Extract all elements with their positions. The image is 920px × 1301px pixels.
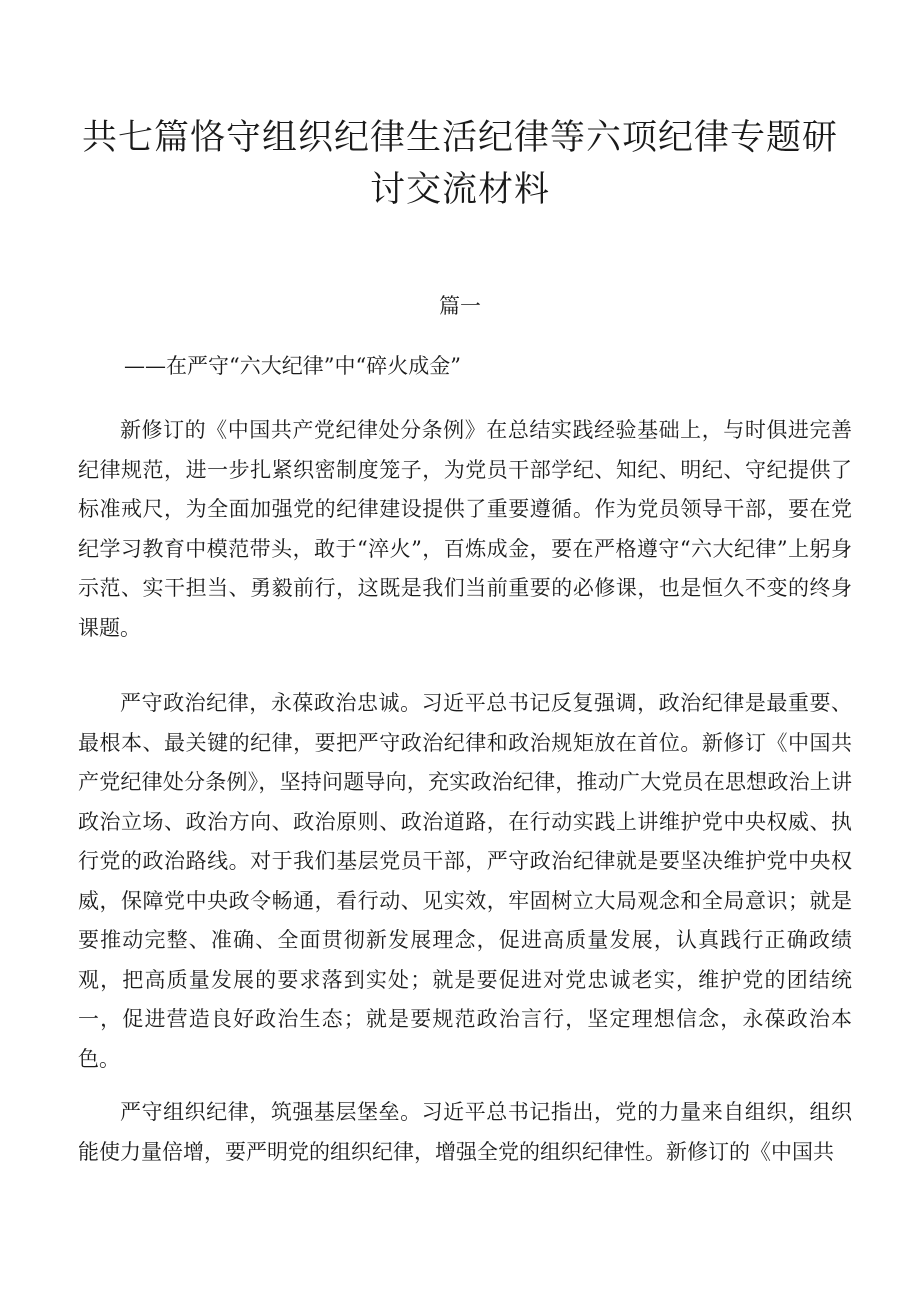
paragraph-organizational-discipline: 严守组织纪律，筑强基层堡垒。习近平总书记指出，党的力量来自组织，组织能使力量倍增，要严明党的组织纪律，增强全党的组织纪律性。新修订的《中国共 [78,1100,852,1164]
section-label: 篇一 [439,294,481,318]
paragraph-intro: 新修订的《中国共产党纪律处分条例》在总结实践经验基础上，与时俱进完善纪律规范，进一步扎紧织密制度笼子，为党员干部学纪、知纪、明纪、守纪提供了标准戒尺，为全面加强党的纪律建设提供了重要遵循。作为党员领导干部，要在党纪学习教育中模范带头，敢于“淬火”，百炼成金，要在严格遵守“六大纪律”上躬身示范、实干担当、勇毅前行，这既是我们当前重要的必修课，也是恒久不变的终身课题。 [78,418,852,640]
section-subtitle: ——在严守“六大纪律”中“碎火成金” [124,354,461,378]
document-title: 共七篇恪守组织纪律生活纪律等六项纪律专题研讨交流材料 [81,118,838,210]
paragraph-political-discipline: 严守政治纪律，永葆政治忠诚。习近平总书记反复强调，政治纪律是最重要、最根本、最关键的纪律，要把严守政治纪律和政治规矩放在首位。新修订《中国共产党纪律处分条例》，坚持问题导向，充实政治纪律，推动广大党员在思想政治上讲政治立场、政治方向、政治原则、政治道路，在行动实践上讲维护党中央权威、执行党的政治路线。对于我们基层党员干部，严守政治纪律就是要坚决维护党中央权威，保障党中央政令畅通，看行动、见实效，牢固树立大局观念和全局意识；就是要推动完整、准确、全面贯彻新发展理念，促进高质量发展，认真践行正确政绩观，把高质量发展的要求落到实处；就是要促进对党忠诚老实，维护党的团结统一，促进营造良好政治生态；就是要规范政治言行，坚定理想信念，永葆政治本色。 [78,691,852,1071]
